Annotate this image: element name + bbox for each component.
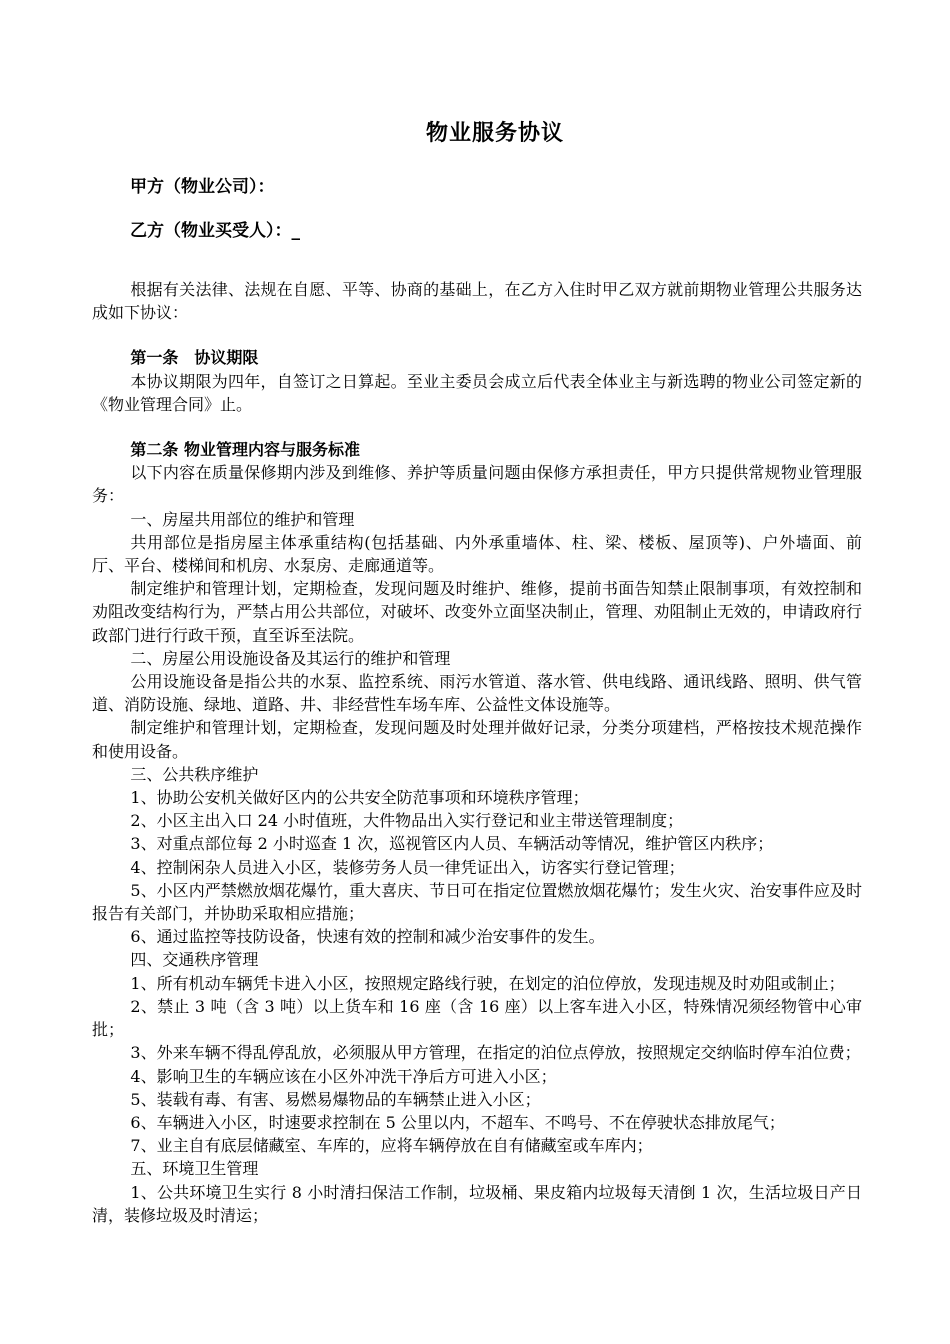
section-5-title: 五、环境卫生管理 — [130, 1159, 259, 1179]
agreement-body — [92, 278, 862, 1227]
section-4-title: 四、交通秩序管理 — [130, 950, 259, 970]
section-4-item: 4、影响卫生的车辆应该在小区外冲洗干净后方可进入小区； — [130, 1066, 557, 1086]
section-4-item: 2、禁止 3 吨（含 3 吨）以上货车和 16 座（含 16 座）以上客车进入小区，特殊情况须经物管中心审批； — [92, 996, 862, 1040]
section-4-item: 5、装载有毒、有害、易燃易爆物品的车辆禁止进入小区； — [130, 1089, 541, 1109]
article-2-heading: 第二条 物业管理内容与服务标准 — [130, 440, 360, 460]
section-5-item: 1、公共环境卫生实行 8 小时清扫保洁工作制，垃圾桶、果皮箱内垃圾每天清倒 1 次，生活垃圾日产日清，装修垃圾及时清运； — [92, 1182, 862, 1225]
party-a-line: 甲方（物业公司）： — [130, 177, 275, 197]
section-3-item: 6、通过监控等技防设备，快速有效的控制和减少治安事件的发生。 — [130, 927, 605, 947]
section-3-item: 4、控制闲杂人员进入小区，装修劳务人员一律凭证出入，访客实行登记管理； — [130, 857, 685, 877]
article-1-body: 本协议期限为四年，自签订之日算起。至业主委员会成立后代表全体业主与新选聘的物业公司签定新的《物业管理合同》止。 — [92, 371, 862, 414]
section-1-paragraph: 制定维护和管理计划，定期检查，发现问题及时维护、维修，提前书面告知禁止限制事项，有效控制和劝阻改变结构行为，严禁占用公共部位，对破坏、改变外立面坚决制止，管理、劝阻制止无效的，申请政府行政部门进行行政干预，直至诉至法院。 — [92, 579, 862, 645]
section-1-title: 一、房屋共用部位的维护和管理 — [130, 509, 355, 529]
section-3-item: 1、协助公安机关做好区内的公共安全防范事项和环境秩序管理； — [130, 788, 589, 808]
section-4-item: 1、所有机动车辆凭卡进入小区，按照规定路线行驶，在划定的泊位停放，发现违规及时劝阻或制止； — [130, 973, 845, 993]
section-3-item: 5、小区内严禁燃放烟花爆竹，重大喜庆、节日可在指定位置燃放烟花爆竹；发生火灾、治安事件应及时报告有关部门，并协助采取相应措施； — [92, 880, 862, 924]
section-3-item: 2、小区主出入口 24 小时值班，大件物品出入实行登记和业主带送管理制度； — [130, 811, 684, 831]
section-4-item: 7、业主自有底层储藏室、车库的，应将车辆停放在自有储藏室或车库内； — [130, 1136, 653, 1156]
section-3-item: 3、对重点部位每 2 小时巡查 1 次，巡视管区内人员、车辆活动等情况，维护管区内秩序； — [130, 834, 774, 854]
section-3-title: 三、公共秩序维护 — [130, 764, 259, 784]
section-4-item: 3、外来车辆不得乱停乱放，必须服从甲方管理，在指定的泊位点停放，按照规定交纳临时停车泊位费； — [130, 1043, 861, 1063]
article-1-heading: 第一条 协议期限 — [130, 348, 259, 368]
party-b-line: 乙方（物业买受人）：_ — [130, 221, 300, 241]
section-2-title: 二、房屋公用设施设备及其运行的维护和管理 — [130, 648, 451, 668]
section-4-item: 6、车辆进入小区，时速要求控制在 5 公里以内，不超车、不鸣号、不在停驶状态排放尾气； — [130, 1112, 785, 1132]
section-2-paragraph: 制定维护和管理计划，定期检查，发现问题及时处理并做好记录，分类分项建档，严格按技术规范操作和使用设备。 — [92, 718, 862, 761]
document-title: 物业服务协议 — [425, 121, 564, 146]
section-2-paragraph: 公用设施设备是指公共的水泵、监控系统、雨污水管道、落水管、供电线路、通讯线路、照明、供气管道、消防设施、绿地、道路、井、非经营性车场车库、公益性文体设施等。 — [92, 672, 862, 715]
section-1-paragraph: 共用部位是指房屋主体承重结构(包括基础、内外承重墙体、柱、梁、楼板、屋顶等)、户外墙面、前厅、平台、楼梯间和机房、水泵房、走廊通道等。 — [92, 532, 862, 576]
intro-paragraph: 根据有关法律、法规在自愿、平等、协商的基础上，在乙方入住时甲乙双方就前期物业管理公共服务达成如下协议： — [92, 280, 862, 323]
article-2-intro: 以下内容在质量保修期内涉及到维修、养护等质量问题由保修方承担责任，甲方只提供常规物业管理服务： — [92, 463, 862, 506]
